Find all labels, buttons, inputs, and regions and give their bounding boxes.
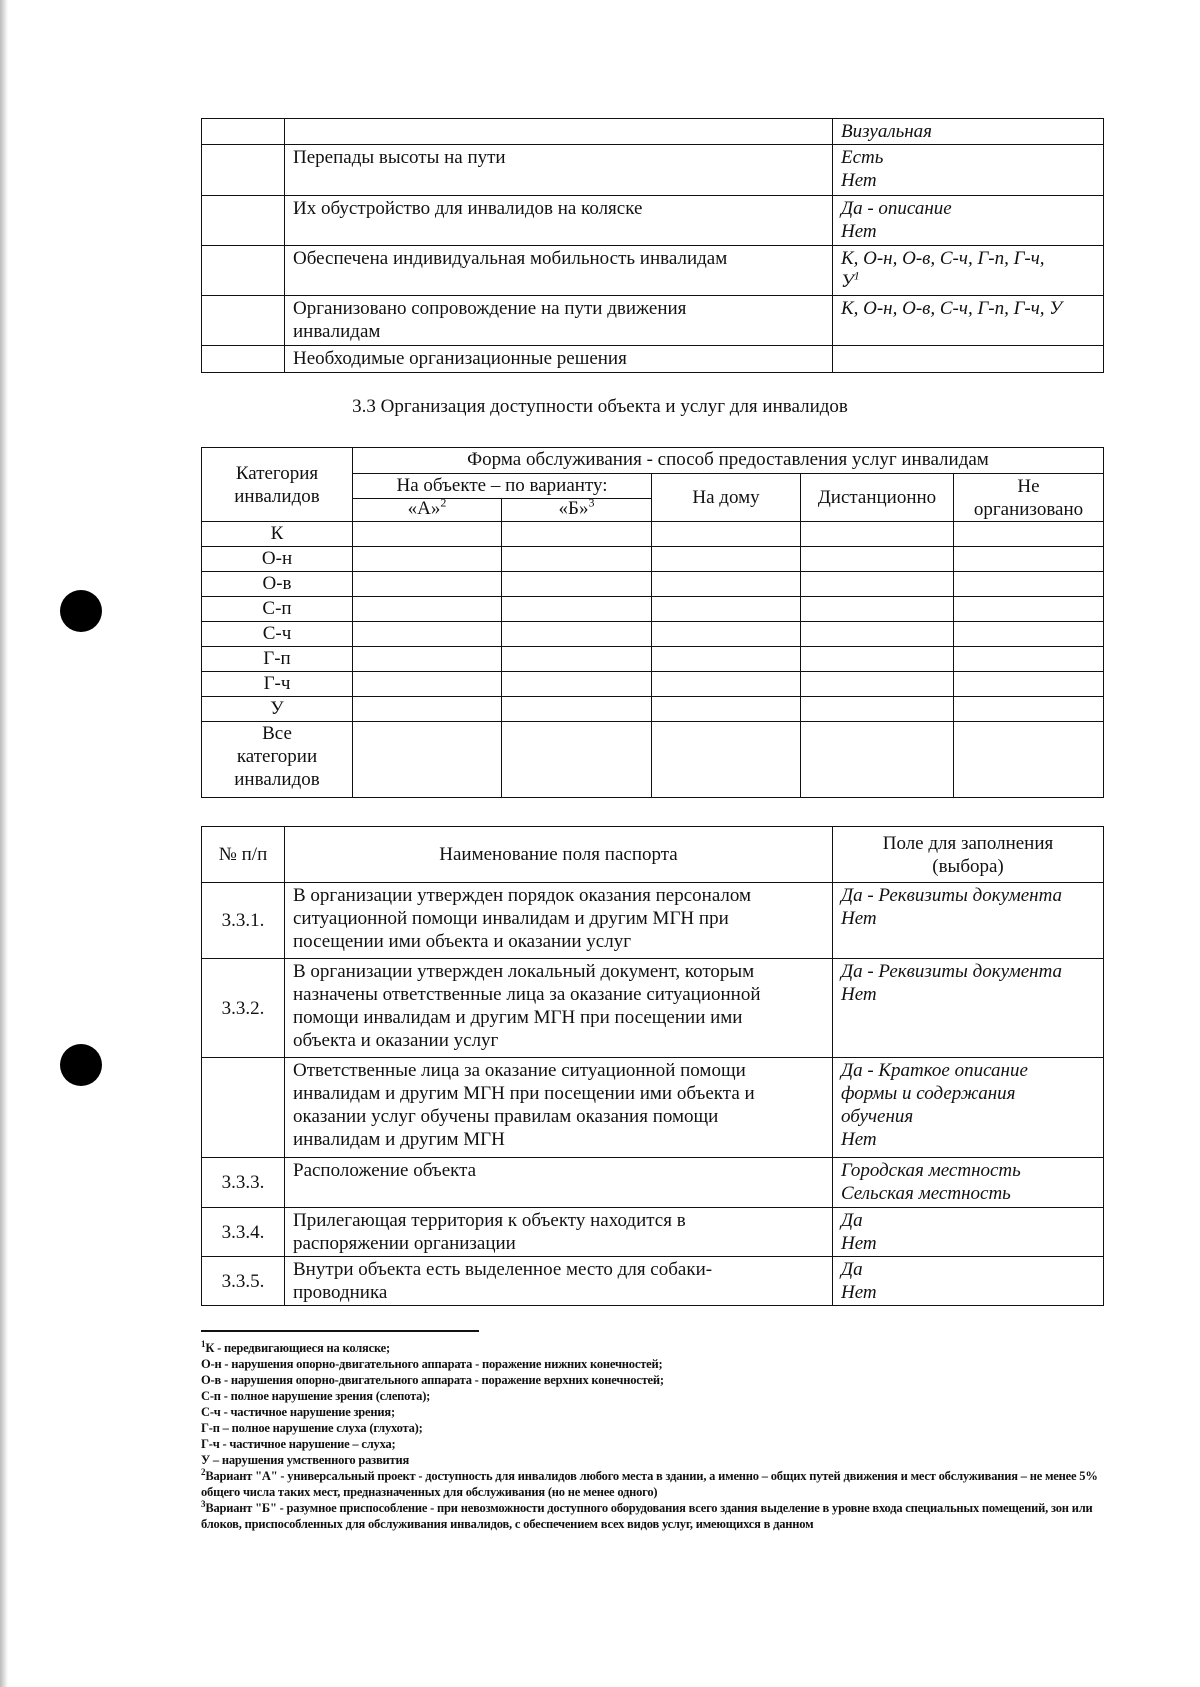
header-num: № п/п (202, 827, 285, 883)
footnote: $^1$К - передвигающиеся на коляске; (201, 1338, 390, 1355)
empty-cell[interactable] (801, 522, 954, 547)
footnote: С-ч - частичное нарушение зрения; (201, 1405, 395, 1419)
table-row (202, 647, 1104, 672)
empty-cell[interactable] (954, 597, 1104, 622)
table-row (202, 597, 1104, 622)
table-row (202, 697, 1104, 722)
empty-cell[interactable] (502, 722, 652, 798)
footnote: С-п - полное нарушение зрения (слепота); (201, 1389, 431, 1403)
header-name: Наименование поля паспорта (285, 827, 833, 883)
footnote-separator (201, 1330, 479, 1332)
empty-cell[interactable] (353, 647, 502, 672)
empty-cell[interactable] (502, 522, 652, 547)
table-row (202, 196, 1104, 246)
table-row (202, 1158, 1104, 1208)
footnotes (201, 1340, 1101, 1532)
empty-cell[interactable] (954, 572, 1104, 597)
category-cell: Г-ч (202, 672, 353, 697)
row-value: К, О-н, О-в, С-ч, Г-п, Г-ч, У (833, 296, 1104, 346)
category-cell: Г-п (202, 647, 353, 672)
table-row (202, 672, 1104, 697)
row-number: 3.3.5. (202, 1257, 285, 1306)
row-value: Визуальная (833, 119, 1104, 145)
row-number: 3.3.4. (202, 1208, 285, 1257)
row-label: В организации утвержден порядок оказания персоналом ситуационной помощи инвалидам и другим МГН при посещении ими объекта и оказании услуг (285, 883, 833, 959)
table-row (202, 296, 1104, 346)
punch-hole (60, 590, 102, 632)
table-row (202, 959, 1104, 1058)
row-label: Ответственные лица за оказание ситуационной помощи инвалидам и другим МГН при посещении ими объекта и оказании услуг обучены правилам оказания помощи инвалидам и другим МГН (285, 1058, 833, 1158)
row-number: 3.3.2. (202, 959, 285, 1058)
footnote: Г-п – полное нарушение слуха (глухота); (201, 1421, 423, 1435)
empty-cell[interactable] (954, 522, 1104, 547)
row-label: Внутри объекта есть выделенное место для собаки- проводника (285, 1257, 833, 1306)
row-label: Организовано сопровождение на пути движения инвалидам (285, 296, 833, 346)
empty-cell[interactable] (502, 572, 652, 597)
not-organized-header: Не организовано (954, 474, 1104, 522)
empty-cell[interactable] (652, 622, 801, 647)
empty-cell[interactable] (801, 722, 954, 798)
table-row (202, 547, 1104, 572)
empty-cell[interactable] (954, 722, 1104, 798)
row-value: Да - описание Нет (833, 196, 1104, 246)
table-row (202, 522, 1104, 547)
category-cell: К (202, 522, 353, 547)
table-row (202, 572, 1104, 597)
variant-b-header: «Б»$^3$ (502, 499, 652, 522)
empty-cell[interactable] (353, 697, 502, 722)
variant-a-header: «А»$^2$ (353, 499, 502, 522)
table-row (202, 1208, 1104, 1257)
footnote: $^2$Вариант "А" - универсальный проект - доступность для инвалидов любого места в здании, а именно – общих путей движения и мест обслуживания – не менее 5% общего числа таких мест, предназначенных для обслуживания (но не менее одного) (201, 1466, 1098, 1499)
row-label: Расположение объекта (285, 1158, 833, 1208)
row-value: Да - Реквизиты документа Нет (833, 883, 1104, 959)
empty-cell[interactable] (652, 647, 801, 672)
empty-cell[interactable] (652, 547, 801, 572)
empty-cell[interactable] (652, 522, 801, 547)
empty-cell[interactable] (502, 647, 652, 672)
empty-cell[interactable] (954, 672, 1104, 697)
category-cell: С-п (202, 597, 353, 622)
row-value: Да - Краткое описание формы и содержания обучения Нет (833, 1058, 1104, 1158)
table-row (202, 346, 1104, 373)
footnote: $^3$Вариант "Б" - разумное приспособление - при невозможности доступного оборудования всего здания выделение в уровне входа специальных помещений, зон или блоков, приспособленных для обслуживания инвалидов, с обеспечением всех видов услуг, имеющихся в данном (201, 1498, 1093, 1531)
empty-cell[interactable] (652, 672, 801, 697)
row-value: Есть Нет (833, 145, 1104, 196)
empty-cell[interactable] (652, 697, 801, 722)
row-value (833, 346, 1104, 373)
row-label (285, 119, 833, 145)
table-row (202, 883, 1104, 959)
empty-cell[interactable] (502, 547, 652, 572)
row-label: Обеспечена индивидуальная мобильность инвалидам (285, 246, 833, 296)
row-value: К, О-н, О-в, С-ч, Г-п, Г-ч, $У^1$ (833, 246, 1104, 296)
row-label: Прилегающая территория к объекту находится в распоряжении организации (285, 1208, 833, 1257)
service-form-table (201, 447, 1104, 798)
passport-fields-table (201, 826, 1104, 1306)
at-home-header: На дому (652, 474, 801, 522)
empty-cell[interactable] (353, 597, 502, 622)
row-value: Да - Реквизиты документа Нет (833, 959, 1104, 1058)
empty-cell[interactable] (353, 722, 502, 798)
category-cell: Все категории инвалидов (202, 722, 353, 798)
table-row (202, 622, 1104, 647)
category-cell: У (202, 697, 353, 722)
row-number-cell (202, 296, 285, 346)
empty-cell[interactable] (353, 547, 502, 572)
row-number: 3.3.3. (202, 1158, 285, 1208)
empty-cell[interactable] (801, 647, 954, 672)
punch-hole (60, 1044, 102, 1086)
scan-edge-shadow (0, 0, 8, 1687)
row-label: Перепады высоты на пути (285, 145, 833, 196)
footnote: О-н - нарушения опорно-двигательного аппарата - поражение нижних конечностей; (201, 1357, 663, 1371)
footnote: Г-ч - частичное нарушение – слуха; (201, 1437, 396, 1451)
header-field: Поле для заполнения (выбора) (833, 827, 1104, 883)
empty-cell[interactable] (954, 547, 1104, 572)
row-label: Необходимые организационные решения (285, 346, 833, 373)
category-cell: С-ч (202, 622, 353, 647)
table-row (202, 145, 1104, 196)
row-number-cell (202, 196, 285, 246)
row-label: В организации утвержден локальный документ, которым назначены ответственные лица за оказание ситуационной помощи инвалидам и другим МГН при посещении ими объекта и оказании услуг (285, 959, 833, 1058)
empty-cell[interactable] (801, 697, 954, 722)
footnote: О-в - нарушения опорно-двигательного аппарата - поражение верхних конечностей; (201, 1373, 664, 1387)
empty-cell[interactable] (801, 547, 954, 572)
table-row (202, 119, 1104, 145)
remote-header: Дистанционно (801, 474, 954, 522)
empty-cell[interactable] (801, 622, 954, 647)
empty-cell[interactable] (353, 672, 502, 697)
row-number-cell (202, 145, 285, 196)
row-number-cell (202, 346, 285, 373)
empty-cell[interactable] (502, 672, 652, 697)
empty-cell[interactable] (652, 572, 801, 597)
row-value: Да Нет (833, 1208, 1104, 1257)
empty-cell[interactable] (502, 597, 652, 622)
row-number: 3.3.1. (202, 883, 285, 959)
empty-cell[interactable] (502, 622, 652, 647)
row-number-cell (202, 246, 285, 296)
empty-cell[interactable] (502, 697, 652, 722)
table-row (202, 1257, 1104, 1306)
table-row (202, 1058, 1104, 1158)
empty-cell[interactable] (801, 572, 954, 597)
row-value: Да Нет (833, 1257, 1104, 1306)
row-number-cell (202, 119, 285, 145)
empty-cell[interactable] (353, 522, 502, 547)
form-header: Форма обслуживания - способ предоставления услуг инвалидам (353, 448, 1104, 474)
table-row (202, 246, 1104, 296)
empty-cell[interactable] (954, 697, 1104, 722)
section-heading: 3.3 Организация доступности объекта и услуг для инвалидов (352, 396, 848, 417)
empty-cell[interactable] (353, 572, 502, 597)
empty-cell[interactable] (652, 597, 801, 622)
empty-cell[interactable] (652, 722, 801, 798)
category-header: Категория инвалидов (202, 448, 353, 522)
footnote: У – нарушения умственного развития (201, 1453, 410, 1467)
category-cell: О-н (202, 547, 353, 572)
row-label: Их обустройство для инвалидов на коляске (285, 196, 833, 246)
table-row (202, 722, 1104, 798)
empty-cell[interactable] (801, 672, 954, 697)
empty-cell[interactable] (954, 647, 1104, 672)
row-number (202, 1058, 285, 1158)
route-accessibility-table (201, 118, 1104, 373)
category-cell: О-в (202, 572, 353, 597)
empty-cell[interactable] (801, 597, 954, 622)
empty-cell[interactable] (353, 622, 502, 647)
empty-cell[interactable] (954, 622, 1104, 647)
row-value: Городская местность Сельская местность (833, 1158, 1104, 1208)
on-object-header: На объекте – по варианту: (353, 474, 652, 499)
